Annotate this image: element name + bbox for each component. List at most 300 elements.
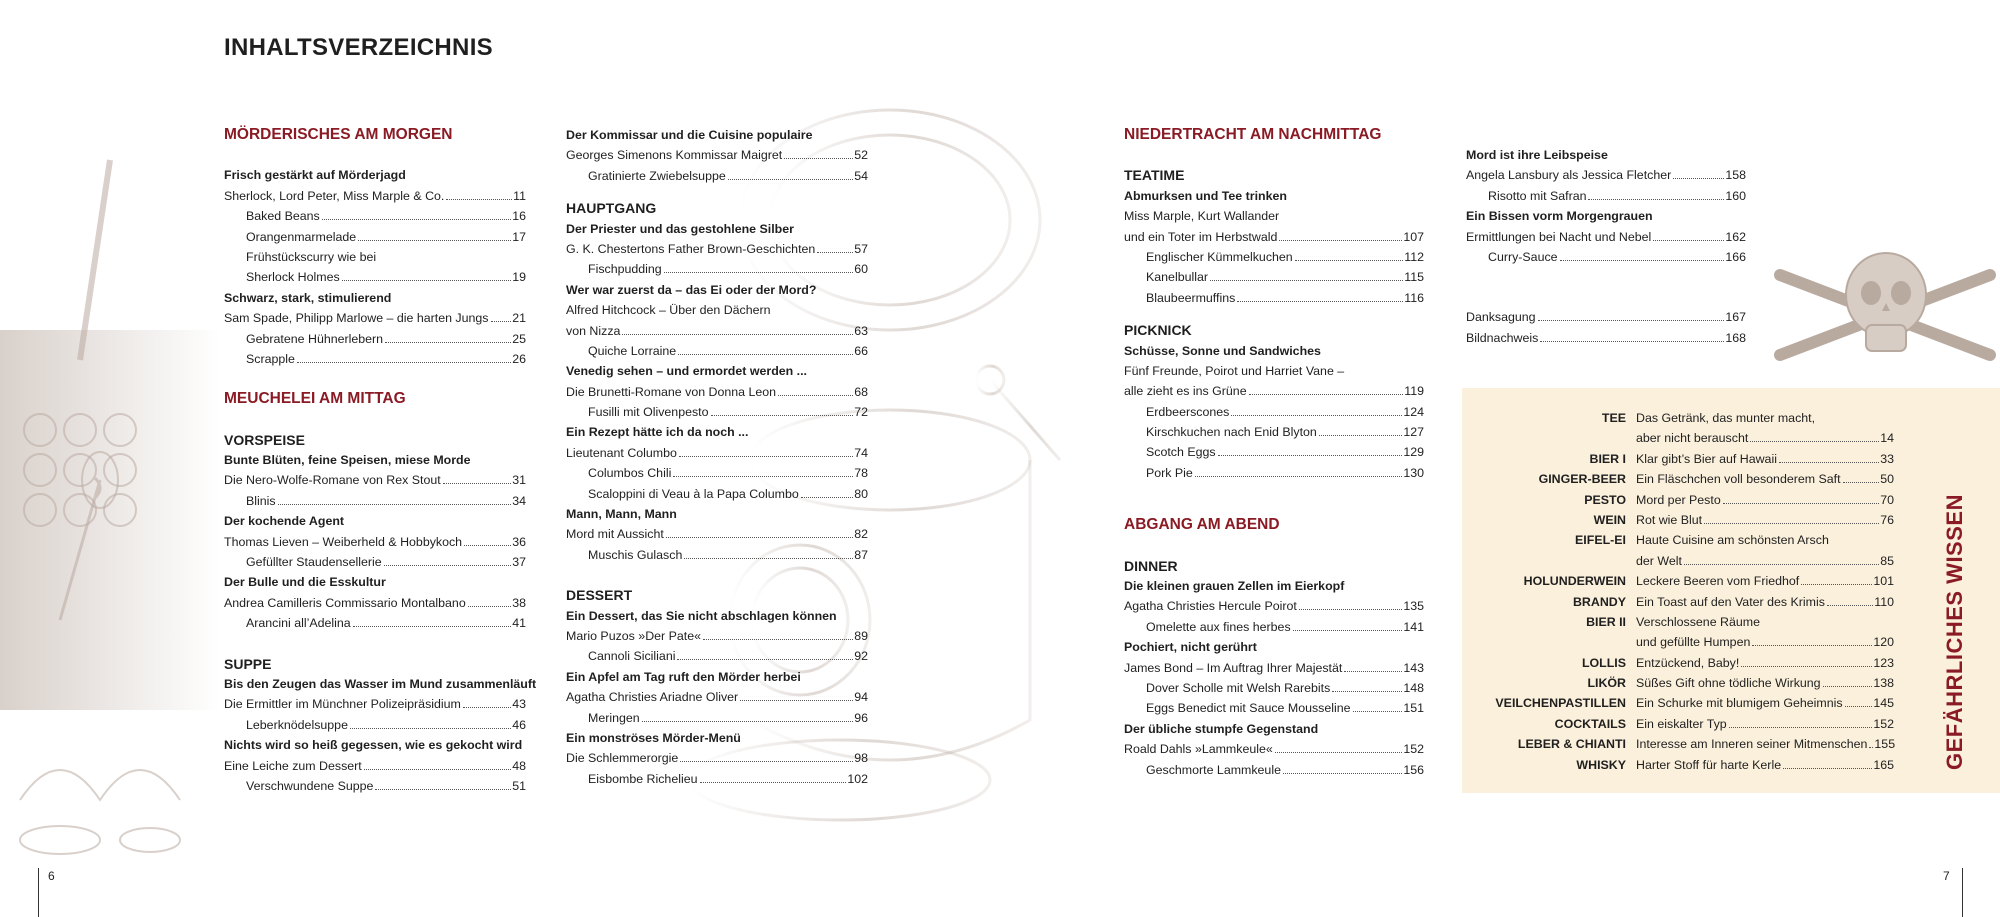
entry-title: Ermittlungen bei Nacht und Nebel: [1466, 229, 1652, 244]
tip-entry[interactable]: [1462, 734, 1894, 754]
tip-description: [1636, 571, 1894, 591]
entry-title: Alfred Hitchcock – Über den Dächern: [566, 303, 771, 318]
toc-entry[interactable]: [566, 443, 868, 463]
toc-column-1: [224, 125, 537, 796]
toc-entry[interactable]: [566, 524, 868, 544]
dot-leader: [673, 476, 853, 477]
page-rule-right: [1962, 868, 1963, 917]
tip-term: WHISKY: [1576, 757, 1626, 772]
page-ref: 41: [512, 616, 526, 631]
dot-leader: [364, 769, 511, 770]
page-ref: 34: [512, 493, 526, 508]
recipe-entry[interactable]: [1124, 422, 1424, 442]
dot-leader: [1540, 341, 1724, 342]
dot-leader: [700, 782, 847, 783]
chapter-title: [1466, 145, 1746, 165]
tip-entry[interactable]: [1462, 693, 1894, 713]
entry-title: Angela Lansbury als Jessica Fletcher: [1466, 168, 1672, 183]
dot-leader: [1344, 671, 1402, 672]
entry-title: Scaloppini di Veau à la Papa Columbo: [588, 486, 799, 501]
recipe-entry[interactable]: [1124, 267, 1424, 287]
tip-term: LEBER & CHIANTI: [1517, 737, 1626, 752]
entry-title: Wer war zuerst da – das Ei oder der Mord?: [566, 282, 817, 297]
page-ref: 129: [1403, 445, 1424, 460]
dot-leader: [1750, 441, 1879, 442]
entry-title: Scrapple: [246, 351, 295, 366]
tip-term: EIFEL-EI: [1575, 533, 1626, 548]
page-ref: 50: [1880, 472, 1894, 487]
entry-title: Ein Bissen vorm Morgengrauen: [1466, 209, 1653, 224]
recipe-entry[interactable]: [1124, 288, 1424, 308]
recipe-entry[interactable]: [224, 349, 526, 369]
recipe-entry[interactable]: [1466, 247, 1746, 267]
page-ref: 85: [1880, 553, 1894, 568]
recipe-entry[interactable]: [1124, 698, 1424, 718]
toc-entry[interactable]: [224, 308, 526, 328]
tip-text: Ein eiskalter Typ: [1636, 716, 1727, 731]
entry-title: Abmurksen und Tee trinken: [1124, 188, 1287, 203]
entry-title: Georges Simenons Kommissar Maigret: [566, 148, 783, 163]
page-ref: 120: [1873, 635, 1894, 650]
entry-title: Cannoli Siciliani: [588, 649, 676, 664]
tip-text: der Welt: [1636, 553, 1682, 568]
entry-title: Thomas Lieven – Weiberheld & Hobbykoch: [224, 534, 463, 549]
entry-title: G. K. Chestertons Father Brown-Geschichten: [566, 241, 816, 256]
page-ref: 70: [1880, 492, 1894, 507]
tip-text: Klar gibt’s Bier auf Hawaii: [1636, 451, 1777, 466]
tip-entry[interactable]: [1462, 408, 1894, 428]
chapter-title: [1124, 576, 1424, 596]
tip-text: Süßes Gift ohne tödliche Wirkung: [1636, 676, 1821, 691]
entry-title: MEUCHELEI AM MITTAG: [224, 390, 406, 408]
dot-leader: [677, 659, 853, 660]
entry-title: ABGANG AM ABEND: [1124, 516, 1280, 534]
tip-text: Mord per Pesto: [1636, 492, 1721, 507]
spacer: [1466, 287, 1746, 307]
entry-title: Der übliche stumpfe Gegenstand: [1124, 721, 1319, 736]
entry-title: DINNER: [1124, 557, 1178, 574]
chapter-title: [1124, 341, 1424, 361]
dot-leader: [680, 761, 853, 762]
chapter-title: [224, 572, 526, 592]
entry-title: Miss Marple, Kurt Wallander: [1124, 209, 1280, 224]
dot-leader: [1729, 727, 1873, 728]
page-number-left: 6: [48, 869, 55, 883]
recipe-entry[interactable]: [1124, 247, 1424, 267]
course-heading: [1124, 556, 1424, 576]
recipe-entry[interactable]: [566, 166, 868, 186]
entry-title: Blaubeermuffins: [1146, 290, 1236, 305]
entry-title: Nichts wird so heiß gegessen, wie es gekocht wird: [224, 738, 523, 753]
dot-leader: [446, 199, 512, 200]
entry-title: Pochiert, nicht gerührt: [1124, 640, 1257, 655]
entry-title: Englischer Kümmelkuchen: [1146, 249, 1293, 264]
recipe-entry[interactable]: [1124, 760, 1424, 780]
spacer: [1124, 145, 1424, 165]
entry-title: Omelette aux fines herbes: [1146, 619, 1291, 634]
toc-entry[interactable]: [1124, 381, 1424, 401]
skull-crossbones-icon: [1770, 235, 2000, 405]
toc-entry[interactable]: [224, 756, 526, 776]
chapter-title: [1124, 637, 1424, 657]
dot-leader: [1279, 240, 1402, 241]
page-ref: 54: [854, 168, 868, 183]
tip-entry[interactable]: [1462, 469, 1894, 489]
tip-entry[interactable]: [1462, 490, 1894, 510]
toc-column-2: [566, 125, 868, 789]
dot-leader: [703, 639, 853, 640]
dot-leader: [728, 179, 853, 180]
entry-title: Bunte Blüten, feine Speisen, miese Morde: [224, 453, 471, 468]
tip-description: [1636, 632, 1894, 652]
page-ref: 78: [854, 466, 868, 481]
page-ref: 165: [1873, 757, 1894, 772]
chapter-title: [566, 219, 868, 239]
entry-title: NIEDERTRACHT AM NACHMITTAG: [1124, 126, 1382, 143]
page-ref: 92: [854, 649, 868, 664]
page-ref: 152: [1403, 742, 1424, 757]
toc-entry[interactable]: [224, 186, 526, 206]
recipe-entry[interactable]: [224, 267, 526, 287]
dot-leader: [384, 565, 512, 566]
page-ref: 112: [1404, 249, 1424, 264]
tip-text: Leckere Beeren vom Friedhof: [1636, 574, 1800, 589]
toc-entry[interactable]: [566, 145, 868, 165]
entry-title: PICKNICK: [1124, 322, 1192, 339]
tip-term: GINGER-BEER: [1538, 472, 1626, 487]
dot-leader: [1299, 609, 1402, 610]
course-heading: [1124, 165, 1424, 185]
tip-term: BIER I: [1589, 451, 1626, 466]
recipe-entry[interactable]: [224, 715, 526, 735]
dot-leader: [784, 158, 853, 159]
entry-title: VORSPEISE: [224, 431, 305, 448]
page-ref: 102: [847, 771, 868, 786]
dot-leader: [1353, 711, 1403, 712]
recipe-entry[interactable]: [1124, 463, 1424, 483]
dot-leader: [740, 700, 853, 701]
toc-entry[interactable]: [566, 626, 868, 646]
tip-description: [1636, 653, 1894, 673]
page-ref: 166: [1725, 249, 1746, 264]
recipe-entry[interactable]: [566, 463, 868, 483]
page-ref: 17: [512, 229, 526, 244]
recipe-entry[interactable]: [566, 402, 868, 422]
page-ref: 37: [512, 555, 526, 570]
page-ref: 43: [512, 697, 526, 712]
tip-entry[interactable]: [1462, 510, 1894, 530]
course-heading: [224, 654, 526, 674]
recipe-entry[interactable]: [1124, 442, 1424, 462]
chapter-title: [566, 728, 868, 748]
page-ref: 143: [1403, 660, 1424, 675]
entry-title: Orangenmarmelade: [246, 229, 357, 244]
page-ref: 19: [512, 270, 526, 285]
page-ref: 156: [1403, 762, 1424, 777]
course-heading: [224, 430, 526, 450]
entry-title: Der Priester und das gestohlene Silber: [566, 221, 794, 236]
entry-title: Danksagung: [1466, 310, 1536, 325]
page-ref: 130: [1403, 465, 1424, 480]
spacer: [1124, 483, 1424, 503]
toc-entry[interactable]: [566, 382, 868, 402]
entry-title: MÖRDERISCHES AM MORGEN: [224, 126, 453, 143]
recipe-entry[interactable]: [566, 259, 868, 279]
page-ref: 33: [1880, 451, 1894, 466]
page-ref: 152: [1873, 716, 1894, 731]
entry-title: Fischpudding: [588, 262, 662, 277]
tip-text: Ein Fläschchen voll besonderem Saft: [1636, 472, 1841, 487]
page-ref: 158: [1725, 168, 1746, 183]
recipe-entry[interactable]: [224, 206, 526, 226]
spacer: [566, 565, 868, 585]
tip-entry[interactable]: [1462, 673, 1894, 693]
recipe-entry[interactable]: [566, 341, 868, 361]
toc-entry[interactable]: [1466, 227, 1746, 247]
toc-entry[interactable]: [566, 687, 868, 707]
tip-text: Harter Stoff für harte Kerle: [1636, 757, 1782, 772]
entry-title: Venedig sehen – und ermordet werden ...: [566, 364, 807, 379]
entry-title: Lieutenant Columbo: [566, 445, 677, 460]
recipe-entry[interactable]: [566, 708, 868, 728]
page-ref: 162: [1725, 229, 1746, 244]
tip-term: VEILCHENPASTILLEN: [1495, 696, 1626, 711]
dot-leader: [1801, 584, 1872, 585]
dot-leader: [1684, 564, 1879, 565]
page-ref: 96: [854, 710, 868, 725]
toc-entry[interactable]: [1124, 739, 1424, 759]
toc-entry[interactable]: [566, 748, 868, 768]
tip-text: Rot wie Blut: [1636, 512, 1703, 527]
page-ref: 89: [854, 628, 868, 643]
dot-leader: [491, 321, 512, 322]
tip-entry[interactable]: [1462, 653, 1894, 673]
entry-title: Ein Apfel am Tag ruft den Mörder herbei: [566, 669, 801, 684]
dot-leader: [711, 415, 854, 416]
toc-entry[interactable]: [1466, 165, 1746, 185]
page-ref: 46: [512, 717, 526, 732]
toc-entry[interactable]: [1124, 227, 1424, 247]
page-ref: 98: [854, 751, 868, 766]
page-ref: 36: [512, 534, 526, 549]
entry-title: Ein monströses Mörder-Menü: [566, 730, 741, 745]
chapter-title: [224, 165, 526, 185]
entry-title: Die kleinen grauen Zellen im Eierkopf: [1124, 579, 1345, 594]
course-heading: [566, 198, 868, 218]
tip-entry[interactable]: [1462, 530, 1894, 550]
page-ref: 167: [1725, 310, 1746, 325]
entry-title: Curry-Sauce: [1488, 249, 1558, 264]
recipe-entry[interactable]: [566, 484, 868, 504]
tip-entry[interactable]: [1462, 714, 1894, 734]
page-ref: 135: [1403, 599, 1424, 614]
entry-title: Geschmorte Lammkeule: [1146, 762, 1281, 777]
chapter-title: [1124, 719, 1424, 739]
recipe-entry[interactable]: [224, 329, 526, 349]
page-ref: 87: [854, 547, 868, 562]
toc-entry[interactable]: [1466, 328, 1746, 348]
recipe-entry[interactable]: [224, 776, 526, 796]
entry-title: Leberknödelsuppe: [246, 717, 348, 732]
dot-leader: [464, 545, 511, 546]
tip-term: WEIN: [1593, 512, 1626, 527]
toc-entry[interactable]: [224, 593, 526, 613]
toc-entry[interactable]: [224, 470, 526, 490]
dot-leader: [801, 497, 853, 498]
tip-entry[interactable]: [1462, 571, 1894, 591]
recipe-entry[interactable]: [1124, 678, 1424, 698]
entry-title: Pork Pie: [1146, 465, 1193, 480]
tip-description: [1636, 693, 1894, 713]
page-ref: 16: [512, 209, 526, 224]
entry-title: Fusilli mit Olivenpesto: [588, 405, 709, 420]
tips-box: [1462, 388, 2000, 793]
tip-term: [1462, 551, 1636, 571]
page-ref: 160: [1725, 188, 1746, 203]
spacer: [224, 410, 526, 430]
tip-term: [1462, 428, 1636, 448]
dot-leader: [678, 354, 853, 355]
tip-term: BRANDY: [1572, 594, 1626, 609]
entry-title: Frühstückscurry wie bei: [246, 249, 377, 264]
tip-text: Interesse am Inneren seiner Mitmenschen: [1636, 737, 1868, 752]
entry-title: Risotto mit Safran: [1488, 188, 1587, 203]
dot-leader: [679, 456, 853, 457]
tip-description: [1636, 469, 1894, 489]
recipe-entry[interactable]: [566, 646, 868, 666]
recipe-entry[interactable]: [224, 247, 526, 267]
dot-leader: [1741, 666, 1872, 667]
tip-entry[interactable]: [1462, 428, 1894, 448]
entry-title: Sherlock, Lord Peter, Miss Marple & Co.: [224, 188, 445, 203]
toc-entry[interactable]: [566, 321, 868, 341]
dot-leader: [1845, 706, 1873, 707]
dot-leader: [1538, 320, 1725, 321]
dot-leader: [463, 707, 511, 708]
page-ref: 26: [512, 351, 526, 366]
chapter-title: [566, 504, 868, 524]
dot-leader: [1249, 394, 1404, 395]
entry-title: Gratinierte Zwiebelsuppe: [588, 168, 726, 183]
page-ref: 124: [1403, 404, 1424, 419]
entry-title: Sam Spade, Philipp Marlowe – die harten Jungs: [224, 311, 489, 326]
entry-title: Mann, Mann, Mann: [566, 507, 677, 522]
toc-entry[interactable]: [224, 532, 526, 552]
entry-title: Fünf Freunde, Poirot und Harriet Vane –: [1124, 363, 1345, 378]
entry-title: Die Schlemmerorgie: [566, 751, 679, 766]
page-ref: 21: [512, 311, 526, 326]
dot-leader: [778, 395, 853, 396]
entry-title: Sherlock Holmes: [246, 270, 340, 285]
entry-title: Muschis Gulasch: [588, 547, 683, 562]
toc-entry[interactable]: [224, 694, 526, 714]
recipe-entry[interactable]: [1124, 402, 1424, 422]
entry-title: Bildnachweis: [1466, 330, 1539, 345]
tip-entry[interactable]: [1462, 612, 1894, 632]
dot-leader: [1723, 503, 1879, 504]
entry-title: Agatha Christies Hercule Poirot: [1124, 599, 1297, 614]
page-ref: 148: [1403, 680, 1424, 695]
chapter-title: [566, 667, 868, 687]
entry-title: Roald Dahls »Lammkeule«: [1124, 742, 1273, 757]
page-ref: 63: [854, 323, 868, 338]
recipe-entry[interactable]: [224, 613, 526, 633]
dot-leader: [1295, 260, 1404, 261]
tip-entry[interactable]: [1462, 551, 1894, 571]
page-ref: 11: [513, 188, 526, 203]
tip-entry[interactable]: [1462, 592, 1894, 612]
dot-leader: [1783, 768, 1872, 769]
page-ref: 145: [1873, 696, 1894, 711]
dot-leader: [342, 280, 512, 281]
spacer: [224, 634, 526, 654]
page-ref: 31: [512, 473, 526, 488]
spacer: [1124, 536, 1424, 556]
page-ref: 116: [1404, 290, 1424, 305]
toc-entry[interactable]: [566, 239, 868, 259]
entry-title: Arancini all’Adelina: [246, 616, 351, 631]
tip-description: [1636, 755, 1894, 775]
tip-description: [1636, 734, 1894, 754]
page-ref: 14: [1880, 431, 1894, 446]
page-ref: 48: [512, 758, 526, 773]
section-heading: [1124, 515, 1424, 535]
page-ref: 119: [1404, 384, 1424, 399]
page-ref: 74: [854, 445, 868, 460]
entry-title: Verschwundene Suppe: [246, 778, 374, 793]
tip-entry[interactable]: [1462, 755, 1894, 775]
chapter-title: [224, 511, 526, 531]
tip-text: Verschlossene Räume: [1636, 614, 1760, 629]
dot-leader: [1195, 476, 1402, 477]
tip-entry[interactable]: [1462, 632, 1894, 652]
recipe-entry[interactable]: [224, 552, 526, 572]
dot-leader: [297, 362, 511, 363]
toc-entry[interactable]: [1466, 307, 1746, 327]
chapter-title: [566, 606, 868, 626]
toc-entry[interactable]: [1124, 658, 1424, 678]
spacer: [566, 186, 868, 198]
toc-entry-text: [1124, 206, 1424, 226]
entry-title: Der Kommissar und die Cuisine populaire: [566, 128, 813, 142]
tip-entry[interactable]: [1462, 449, 1894, 469]
toc-entry[interactable]: [1124, 596, 1424, 616]
entry-title: Agatha Christies Ariadne Oliver: [566, 690, 739, 705]
toc-entry-text: [566, 300, 868, 320]
tip-term: TEE: [1601, 411, 1626, 425]
tip-term: HOLUNDERWEIN: [1523, 574, 1626, 589]
recipe-entry[interactable]: [224, 491, 526, 511]
entry-title: Frisch gestärkt auf Mörderjagd: [224, 168, 406, 183]
recipe-entry[interactable]: [566, 769, 868, 789]
toc-column-4: [1466, 145, 1746, 348]
entry-title: Columbos Chili: [588, 466, 672, 481]
page-ref: 52: [854, 148, 868, 163]
dot-leader: [468, 606, 511, 607]
course-heading: [566, 585, 868, 605]
page-ref: 72: [854, 405, 868, 420]
page-title: INHALTSVERZEICHNIS: [224, 34, 493, 61]
recipe-entry[interactable]: [566, 545, 868, 565]
chapter-title: [566, 125, 868, 145]
recipe-entry[interactable]: [1124, 617, 1424, 637]
tip-description: [1636, 510, 1894, 530]
recipe-entry[interactable]: [224, 227, 526, 247]
page-rule-left: [38, 868, 39, 917]
recipe-entry[interactable]: [1466, 186, 1746, 206]
tip-text: Entzückend, Baby!: [1636, 655, 1740, 670]
page-number-right: 7: [1943, 869, 1950, 883]
